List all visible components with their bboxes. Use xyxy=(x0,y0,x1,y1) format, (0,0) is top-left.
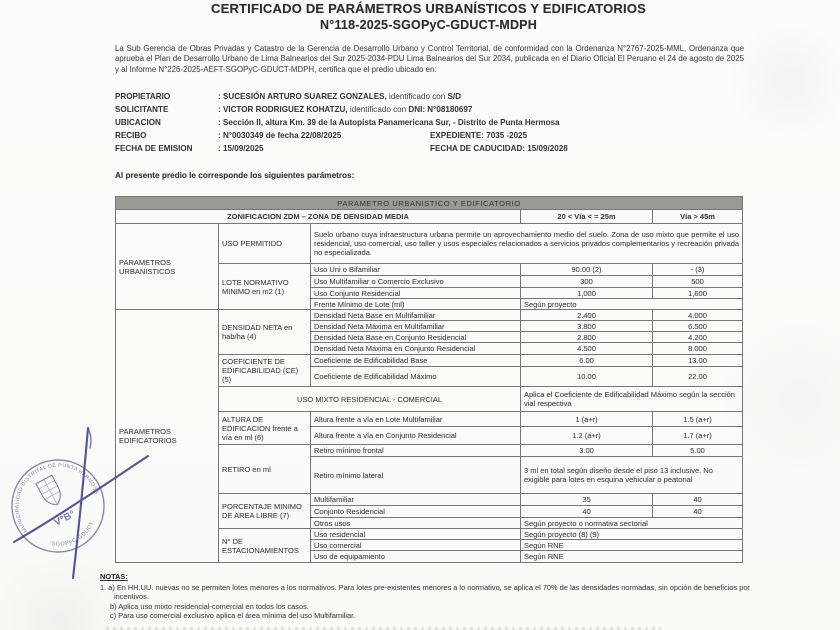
param-value-cell: 6.500 xyxy=(653,321,743,332)
param-desc-cell: Retiro mínimo frontal xyxy=(311,445,521,457)
uso-permitido-description: Suelo urbano cuya infraestructura urbana permite un aprovechamiento medio del suelo. Zona de uso mixto que permite el uso residencial, uso comercial, uso taller y usos especiales relacionados a servicios privados complementarios y recreación privada no especializada. xyxy=(311,224,743,264)
field-fecha-caducidad: FECHA DE CADUCIDAD: 15/09/2028 xyxy=(430,144,568,153)
subgroup-lote-normativo: LOTE NORMATIVO MINIMO en m2 (1) xyxy=(219,264,311,310)
zonification-header: ZONIFICACION ZDM – ZONA DE DENSIDAD MEDIA xyxy=(116,210,521,224)
stamp-ring-text: MUNICIPALIDAD DISTRITAL DE PUNTA HERMOSA xyxy=(14,462,100,534)
param-desc-cell: Otros usos xyxy=(311,518,521,529)
param-desc-cell: Densidad Neta Máxima en Conjunto Residencial xyxy=(311,343,521,355)
field-label: FECHA DE EMISION xyxy=(115,144,193,153)
field-value: : N°0030349 de fecha 22/08/2025 xyxy=(218,131,342,140)
field-ubicacion xyxy=(115,118,744,131)
field-recibo xyxy=(115,131,744,144)
param-value-cell: 22.00 xyxy=(653,367,743,387)
param-desc-cell: Uso Multifamiliar o Comercio Exclusivo xyxy=(311,276,521,288)
property-fields xyxy=(115,92,744,157)
via-column-header-1: 20 < Vía < = 25m xyxy=(521,210,653,224)
param-value-cell: 3.800 xyxy=(521,321,653,332)
subgroup-altura-edificacion: ALTURA DE EDIFICACION frente a vía en ml (6) xyxy=(219,412,311,445)
param-value-cell: 1.5 (a+r) xyxy=(653,412,743,427)
title-line-1: CERTIFICADO DE PARÁMETROS URBANÍSTICOS Y EDIFICATORIOS xyxy=(210,1,646,16)
field-value: : 15/09/2025 xyxy=(218,144,264,153)
param-desc-cell: Coeficiente de Edificabilidad Máximo xyxy=(311,367,521,387)
param-value-cell: 2.400 xyxy=(521,310,653,321)
param-value-cell: - (3) xyxy=(653,264,743,276)
param-desc-cell: Densidad Neta Base en Multifamiliar xyxy=(311,310,521,321)
group-parametros-urbanisticos: PARAMETROS URBANISTICOS xyxy=(116,224,219,310)
parameters-table xyxy=(115,196,743,563)
param-span-cell: Según proyecto o normativa sectorial xyxy=(521,518,743,529)
uso-mixto-value: Aplica el Coeficiente de Edificabilidad Máximo según la sección vial respectiva xyxy=(521,387,743,412)
param-desc-cell: Uso residencial xyxy=(311,529,521,540)
field-expediente: EXPEDIENTE: 7035 -2025 xyxy=(430,131,528,140)
field-fecha-emision xyxy=(115,144,744,157)
field-label: SOLICITANTE xyxy=(115,105,169,114)
signature-ink-icon xyxy=(0,418,170,598)
param-desc-cell: Uso de equipamiento xyxy=(311,551,521,563)
field-value: : Sección II, altura Km. 39 de la Autopista Panamericana Sur, - Distrito de Punta Hermosa xyxy=(218,118,560,127)
param-desc-cell: Uso Uni o Bifamiliar xyxy=(311,264,521,276)
intro-paragraph: La Sub Gerencia de Obras Privadas y Catastro de la Gerencia de Desarrollo Urbano y Control Territorial, de conformidad con la Ordenanza N°2767-2025-MML, Ordenanza que aprueba el Plan de Desarrollo Urbano de Lima Balnearios del Sur 2025-2034-PDU Lima Balnearios del Sur 2034, publicada en el Diario Oficial El Peruano el 24 de agosto de 2025 y al Informe N°226-2025-AEFT-SGOPyC-GDUCT-MDPH, certifica que el predio ubicado en: xyxy=(115,43,744,75)
param-value-cell: 300 xyxy=(521,276,653,288)
subgroup-estacionamientos: N° DE ESTACIONAMIENTOS xyxy=(219,529,311,563)
param-desc-cell: Densidad Neta Máxima en Multifamiliar xyxy=(311,321,521,332)
param-value-cell: 5.00 xyxy=(653,445,743,457)
subgroup-porcentaje-area-libre: PORCENTAJE MINIMO DE AREA LIBRE (7) xyxy=(219,494,311,529)
group-parametros-edificatorios: PARAMETROS EDIFICATORIOS xyxy=(116,310,219,563)
param-value-cell: 13.00 xyxy=(653,355,743,367)
param-value-cell: 4.200 xyxy=(653,332,743,343)
param-value-cell: 2.800 xyxy=(521,332,653,343)
note-item: c) Para uso comercial exclusivo aplica el área mínima del uso Multifamiliar. xyxy=(110,611,356,621)
note-item: 1. a) En HH.UU. nuevas no se permiten lotes menores a los normativos. Para lotes pre-existentes menores a lo normativo, se aplica el 70% de las densidades normadas, sin opción de beneficios por incentivos. xyxy=(100,582,750,602)
field-propietario xyxy=(115,92,744,105)
table-band-header: PARAMETRO URBANISTICO Y EDIFICATORIO xyxy=(116,197,743,210)
param-value-cell: 40 xyxy=(653,494,743,506)
param-desc-cell: Altura frente a vía en Conjunto Residencial xyxy=(311,427,521,445)
title-line-2: N°118-2025-SGOPyC-GDUCT-MDPH xyxy=(320,18,537,32)
param-value-cell: 3.00 xyxy=(521,445,653,457)
param-value-cell: 40 xyxy=(521,506,653,518)
uso-mixto-label: USO MIXTO RESIDENCIAL - COMERCIAL xyxy=(219,387,521,412)
notes-heading: NOTAS: xyxy=(100,572,128,581)
param-span-cell: Según RNE xyxy=(521,540,743,551)
param-span-cell: Según proyecto (8) (9) xyxy=(521,529,743,540)
param-desc-cell: Altura frente a vía en Lote Multifamiliar xyxy=(311,412,521,427)
param-value-cell: 40 xyxy=(653,506,743,518)
param-span-cell: Según RNE xyxy=(521,551,743,563)
via-column-header-2: Vía > 45m xyxy=(653,210,743,224)
field-label: RECIBO xyxy=(115,131,147,140)
param-span-cell: Según proyecto xyxy=(521,299,743,310)
field-value: : SUCESIÓN ARTURO SUAREZ GONZALES, identificado con S/D xyxy=(218,92,462,101)
param-value-cell: 35 xyxy=(521,494,653,506)
field-label: UBICACION xyxy=(115,118,161,127)
subgroup-uso-permitido: USO PERMITIDO xyxy=(219,224,311,264)
param-value-cell: 8.000 xyxy=(653,343,743,355)
subgroup-densidad-neta: DENSIDAD NETA en hab/ha (4) xyxy=(219,310,311,355)
param-desc-cell: Conjunto Residencial xyxy=(311,506,521,518)
lead-in-text: Al presente predio le corresponde los siguientes parámetros: xyxy=(115,171,355,180)
param-desc-cell: Uso comercial xyxy=(311,540,521,551)
param-value-cell: 6.00 xyxy=(521,355,653,367)
param-value-cell: 4.500 xyxy=(521,343,653,355)
field-label: PROPIETARIO xyxy=(115,92,171,101)
param-value-cell: 1.2 (a+r) xyxy=(521,427,653,445)
param-desc-cell: Coeficiente de Edificabilidad Base xyxy=(311,355,521,367)
param-span-cell: 3 ml en total según diseño desde el piso 13 inclusive. No exigible para lotes en esquina vehicular o peatonal xyxy=(521,457,743,494)
param-value-cell: 1 (a+r) xyxy=(521,412,653,427)
stamp-bottom-text: SGOPyC-GDUCT xyxy=(51,520,96,548)
param-desc-cell: Frente Mínimo de Lote (ml) xyxy=(311,299,521,310)
notes-section xyxy=(100,572,750,621)
param-desc-cell: Multifamiliar xyxy=(311,494,521,506)
subgroup-retiro: RETIRO en ml xyxy=(219,445,311,494)
param-value-cell: 90.00 (2) xyxy=(521,264,653,276)
param-desc-cell: Densidad Neta Base en Conjunto Residencial xyxy=(311,332,521,343)
param-value-cell: 500 xyxy=(653,276,743,288)
document-title xyxy=(115,1,742,32)
param-desc-cell: Uso Conjunto Residencial xyxy=(311,288,521,299)
field-value: : VICTOR RODRIGUEZ KOHATZU, identificado con DNI: N°08180697 xyxy=(218,105,473,114)
param-value-cell: 1,000 xyxy=(521,288,653,299)
stamp-vobo-text: V°B° xyxy=(52,508,78,529)
param-value-cell: 4.000 xyxy=(653,310,743,321)
param-desc-cell: Retiro mínimo lateral xyxy=(311,457,521,494)
param-value-cell: 10.00 xyxy=(521,367,653,387)
subgroup-coeficiente-edificabilidad: COEFICIENTE DE EDIFICABILIDAD (CE) (5) xyxy=(219,355,311,387)
param-value-cell: 1.7 (a+r) xyxy=(653,427,743,445)
param-value-cell: 1,600 xyxy=(653,288,743,299)
field-solicitante xyxy=(115,105,744,118)
note-item: b) Aplica uso mixto residencial-comercial en todos los casos. xyxy=(110,601,309,611)
